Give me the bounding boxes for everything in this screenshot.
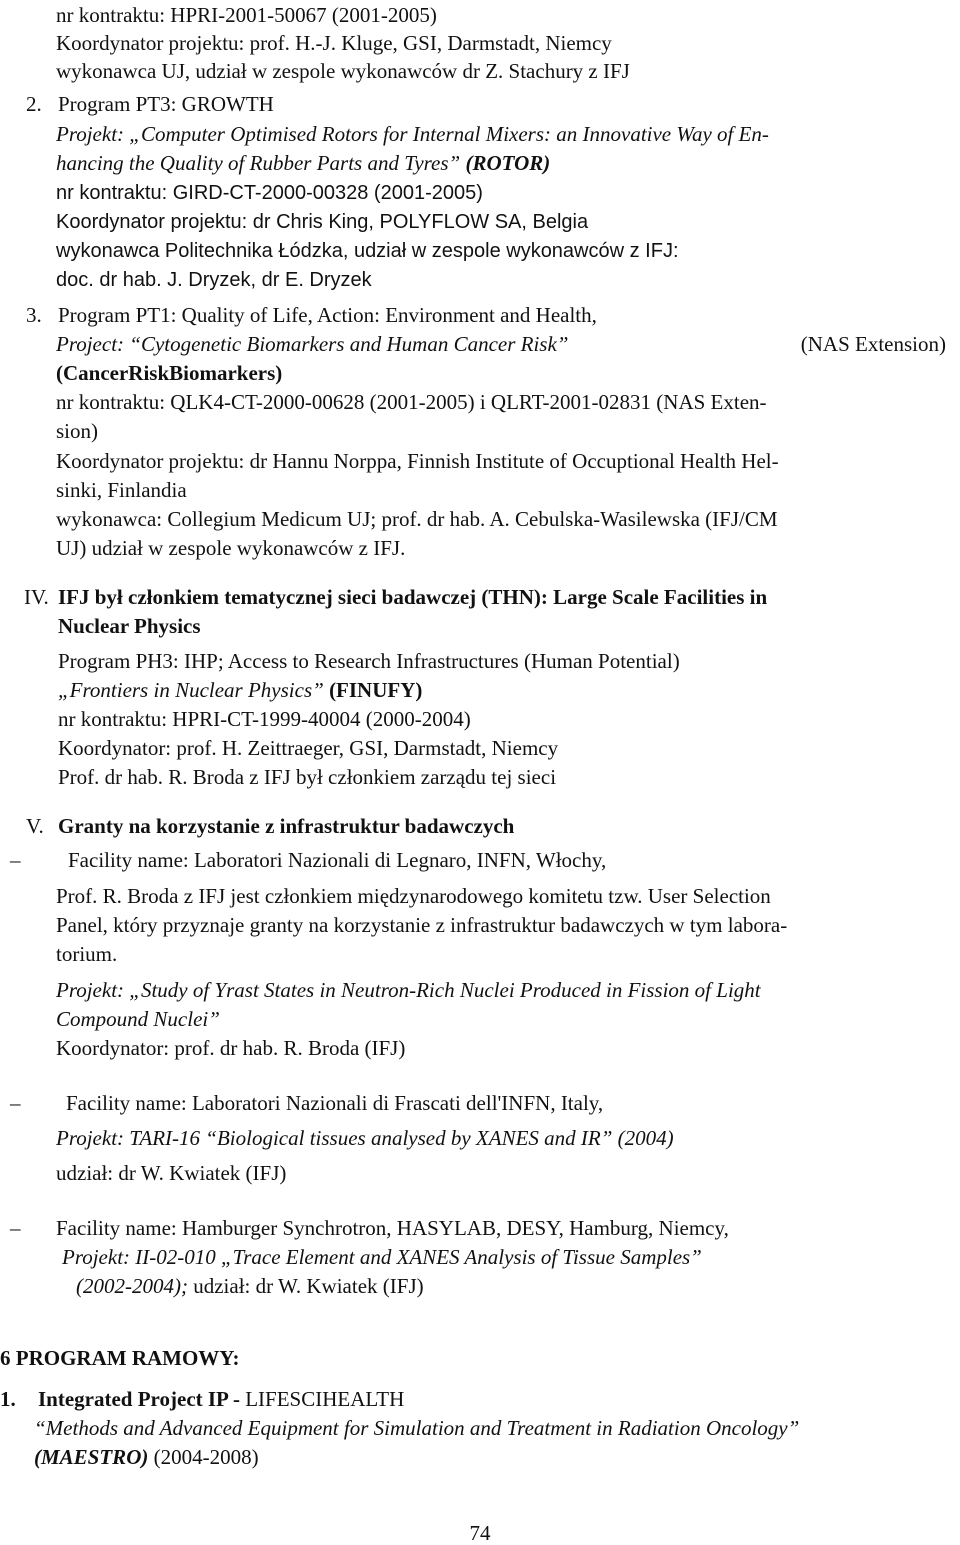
facility-3-participant: udział: dr W. Kwiatek (IFJ) [193,1274,424,1298]
item-3-coordinator-line-2: sinki, Finlandia [56,478,187,502]
facility-1-name: Facility name: Laboratori Nazionali di Legnaro, INFN, Włochy, [68,848,607,872]
section-iv-heading-line-2: Nuclear Physics [58,614,201,638]
item-2-program: Program PT3: GROWTH [58,92,274,116]
item-2-acronym: (ROTOR) [465,151,551,175]
framework-6-item-1-project: “Methods and Advanced Equipment for Simulation and Treatment in Radiation Oncology” [34,1416,800,1440]
framework-6-item-1-title-line [38,1386,404,1412]
facility-1-desc-line-3: torium. [56,942,118,966]
framework-6-item-1-title: Integrated Project IP - [38,1387,240,1411]
facility-3-project-line-2 [76,1273,424,1299]
item-3-coordinator-line-1: Koordynator projektu: dr Hannu Norppa, Finnish Institute of Occuptional Health Hel- [56,449,779,473]
item-2-contract: nr kontraktu: GIRD-CT-2000-00328 (2001-2005) [56,182,483,204]
item-2-project-title-end: hancing the Quality of Rubber Parts and Tyres” [56,151,461,175]
page-number: 74 [469,1521,491,1545]
section-iv-number: IV. [24,585,49,609]
framework-6-item-1-acronym-line [34,1444,259,1470]
item-3-program: Program PT1: Quality of Life, Action: Environment and Health, [58,303,597,327]
section-v-number: V. [26,814,44,838]
facility-3-project-years: (2002-2004); [76,1274,188,1298]
facility-2-project: Projekt: TARI-16 “Biological tissues analysed by XANES and IR” (2004) [56,1126,674,1150]
contract-line: nr kontraktu: HPRI-2001-50067 (2001-2005) [56,3,437,27]
contractor-line: wykonawca UJ, udział w zespole wykonawców dr Z. Stachury z IFJ [56,59,630,83]
section-iv-project-line [58,677,422,703]
framework-6-item-1-acronym: (MAESTRO) [34,1445,149,1469]
facility-1-coordinator: Koordynator: prof. dr hab. R. Broda (IFJ) [56,1036,406,1060]
facility-1-dash: – [10,848,21,872]
framework-6-item-1-number: 1. [0,1387,16,1411]
item-2-project-line-1: Projekt: „Computer Optimised Rotors for Internal Mixers: an Innovative Way of En- [56,122,769,146]
coordinator-line: Koordynator projektu: prof. H.-J. Kluge, GSI, Darmstadt, Niemcy [56,31,612,55]
framework-6-heading: 6 PROGRAM RAMOWY: [0,1346,240,1370]
facility-2-dash: – [10,1091,21,1115]
item-2-contractor-line-2: doc. dr hab. J. Dryzek, dr E. Dryzek [56,269,372,291]
section-iv-heading-line-1: IFJ był członkiem tematycznej sieci badawczej (THN): Large Scale Facilities in [58,585,768,609]
facility-1-desc-line-1: Prof. R. Broda z IFJ jest członkiem międzynarodowego komitetu tzw. User Selection [56,884,771,908]
facility-2-name: Facility name: Laboratori Nazionali di Frascati dell'INFN, Italy, [66,1091,604,1115]
section-iv-program: Program PH3: IHP; Access to Research Infrastructures (Human Potential) [58,649,680,673]
facility-3-name: Facility name: Hamburger Synchrotron, HASYLAB, DESY, Hamburg, Niemcy, [56,1216,729,1240]
facility-3-project-line-1: Projekt: II-02-010 „Trace Element and XANES Analysis of Tissue Samples” [62,1245,702,1269]
item-3-project-extension: (NAS Extension) [800,332,946,356]
section-iv-contract: nr kontraktu: HPRI-CT-1999-40004 (2000-2004) [58,707,471,731]
section-iv-project: „Frontiers in Nuclear Physics” [58,678,324,702]
item-3-project: Project: “Cytogenetic Biomarkers and Human Cancer Risk” [56,332,569,356]
facility-1-project-line-1: Projekt: „Study of Yrast States in Neutron-Rich Nuclei Produced in Fission of Light [56,978,761,1002]
item-3-contractor-line-1: wykonawca: Collegium Medicum UJ; prof. dr hab. A. Cebulska-Wasilewska (IFJ/CM [56,507,778,531]
section-iv-coordinator: Koordynator: prof. H. Zeittraeger, GSI, Darmstadt, Niemcy [58,736,559,760]
item-2-number: 2. [26,92,42,116]
facility-2-participant: udział: dr W. Kwiatek (IFJ) [56,1161,287,1185]
item-3-contractor-line-2: UJ) udział w zespole wykonawców z IFJ. [56,536,406,560]
framework-6-item-1-area: LIFESCIHEALTH [245,1387,405,1411]
framework-6-item-1-years: (2004-2008) [153,1445,259,1469]
item-3-acronym: (CancerRiskBiomarkers) [56,361,283,385]
item-2-project-line-2 [56,150,550,176]
facility-3-dash: – [10,1216,21,1240]
item-3-project-line [56,331,946,357]
item-3-contract-line-1: nr kontraktu: QLK4-CT-2000-00628 (2001-2005) i QLRT-2001-02831 (NAS Exten- [56,390,767,414]
section-v-heading: Granty na korzystanie z infrastruktur badawczych [58,814,515,838]
item-3-number: 3. [26,303,42,327]
item-2-contractor-line-1: wykonawca Politechnika Łódzka, udział w zespole wykonawców z IFJ: [56,240,679,262]
section-iv-acronym: (FINUFY) [329,678,423,702]
item-3-contract-line-2: sion) [56,419,98,443]
facility-1-project-line-2: Compound Nuclei” [56,1007,220,1031]
section-iv-member: Prof. dr hab. R. Broda z IFJ był członkiem zarządu tej sieci [58,765,557,789]
item-2-coordinator: Koordynator projektu: dr Chris King, POLYFLOW SA, Belgia [56,211,589,233]
facility-1-desc-line-2: Panel, który przyznaje granty na korzystanie z infrastruktur badawczych w tym labora- [56,913,788,937]
